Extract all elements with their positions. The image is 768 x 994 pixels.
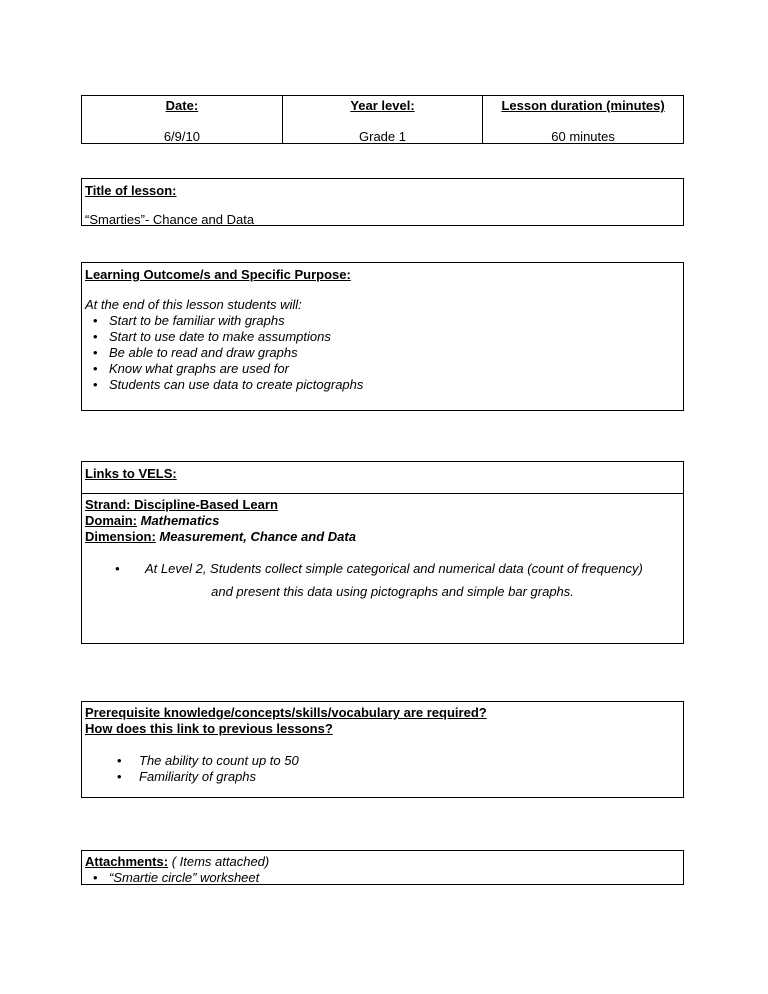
list-item: • “Smartie circle” worksheet — [85, 870, 680, 886]
year-level-value: Grade 1 — [359, 129, 406, 144]
vels-label: Links to VELS: — [85, 466, 177, 481]
attachments-box — [81, 850, 684, 885]
attachments-note: ( Items attached) — [171, 854, 270, 869]
list-item: • Know what graphs are used for — [85, 361, 680, 377]
vels-domain-label: Domain: — [85, 513, 137, 528]
vels-level-line2: and present this data using pictographs and simple bar graphs. — [211, 584, 574, 599]
attachments-list — [85, 870, 680, 886]
lesson-title-value: “Smarties”- Chance and Data — [85, 212, 255, 227]
vels-domain — [85, 513, 680, 529]
list-item: • Start to be familiar with graphs — [85, 313, 680, 329]
prerequisite-box — [81, 701, 684, 798]
duration-header: Lesson duration (minutes) — [501, 98, 665, 113]
vels-level-line1: At Level 2, Students collect simple categorical and numerical data (count of frequency) — [145, 561, 643, 576]
vels-domain-value: Mathematics — [140, 513, 220, 528]
vels-dimension-label: Dimension: — [85, 529, 156, 544]
vels-links-box — [81, 461, 684, 644]
vels-body — [82, 494, 683, 603]
bullet-icon: • — [115, 561, 120, 576]
date-value: 6/9/10 — [163, 129, 200, 144]
vels-dimension-value: Measurement, Chance and Data — [159, 529, 356, 544]
lesson-meta-table — [81, 95, 684, 144]
lesson-title-box — [81, 178, 684, 226]
list-item: • Familiarity of graphs — [85, 769, 680, 785]
year-level-header: Year level: — [350, 98, 415, 113]
vels-strand: Strand: Discipline-Based Learn — [85, 497, 278, 512]
attachments-heading — [85, 854, 680, 870]
year-level-cell — [282, 96, 482, 144]
learning-outcomes-label: Learning Outcome/s and Specific Purpose: — [85, 267, 351, 282]
vels-header-row — [82, 462, 683, 494]
date-cell — [82, 96, 282, 144]
vels-dimension — [85, 529, 680, 545]
vels-level-bullet — [85, 561, 680, 600]
list-item: • Be able to read and draw graphs — [85, 345, 680, 361]
duration-value: 60 minutes — [551, 129, 615, 144]
list-item: • The ability to count up to 50 — [85, 753, 680, 769]
learning-outcomes-list — [85, 313, 680, 393]
prerequisite-question: Prerequisite knowledge/concepts/skills/vocabulary are required? — [85, 705, 487, 720]
date-header: Date: — [165, 98, 199, 113]
lesson-title-label: Title of lesson: — [85, 183, 177, 198]
previous-lessons-question: How does this link to previous lessons? — [85, 721, 333, 736]
list-item: • Students can use data to create pictographs — [85, 377, 680, 393]
attachments-label: Attachments: — [85, 854, 169, 869]
learning-outcomes-intro: At the end of this lesson students will: — [85, 297, 302, 312]
duration-cell — [483, 96, 683, 144]
prerequisite-list — [85, 753, 680, 785]
list-item: • Start to use date to make assumptions — [85, 329, 680, 345]
learning-outcomes-box — [81, 262, 684, 411]
